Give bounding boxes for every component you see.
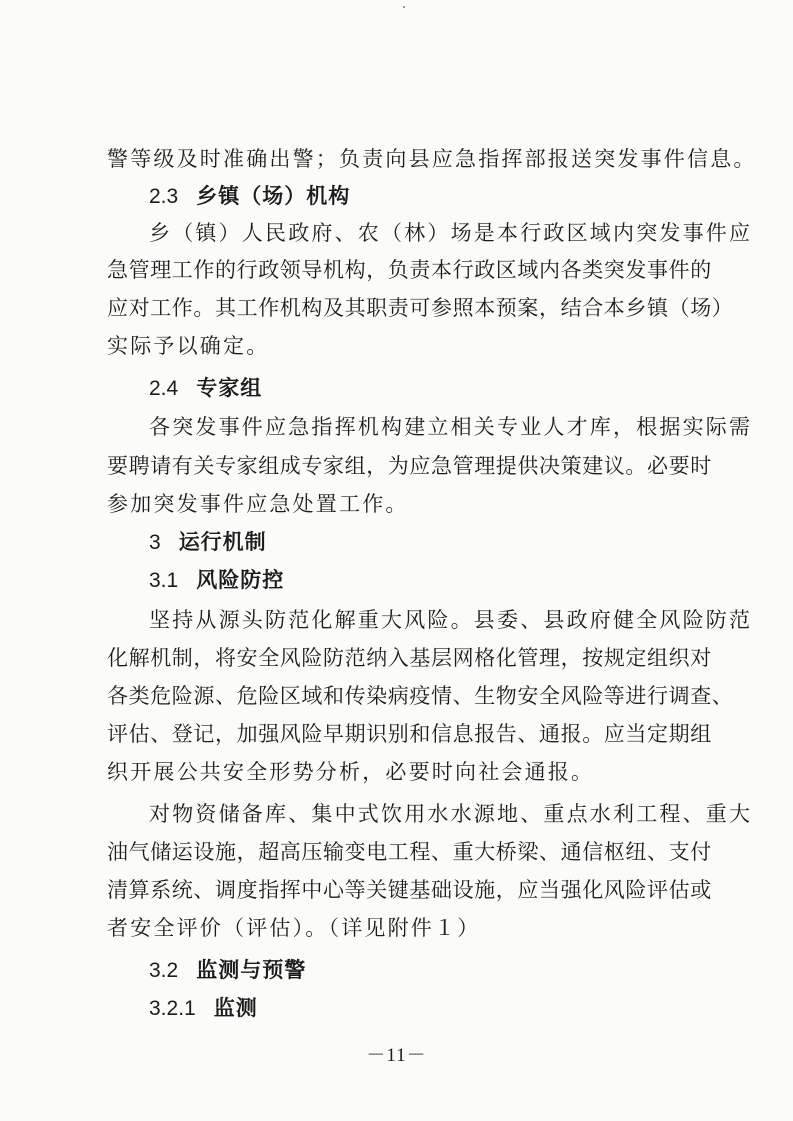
page-number: －11－ — [366, 1045, 427, 1066]
section-number: 3.2.1 — [149, 997, 196, 1020]
section-title: 运行机制 — [178, 530, 267, 554]
section-heading — [149, 374, 697, 403]
paragraph-line: 要聘请有关专家组成专家组，为应急管理提供决策建议。必要时 — [107, 454, 712, 478]
paragraph-line: 对物资储备库、集中式饮用水水源地、重点水利工程、重大 — [149, 802, 753, 826]
paragraph-line: 化解机制，将安全风险防范纳入基层网格化管理，按规定组织对 — [107, 646, 712, 670]
paragraph-line: 清算系统、调度指挥中心等关键基础设施，应当强化风险评估或 — [107, 878, 712, 902]
paragraph-line: 各突发事件应急指挥机构建立相关专业人才库，根据实际需 — [149, 415, 753, 439]
paragraph-line: 评估、登记，加强风险早期识别和信息报告、通报。应当定期组 — [107, 722, 712, 746]
paragraph-line: 各类危险源、危险区域和传染病疫情、生物安全风险等进行调查、 — [107, 684, 734, 708]
section-heading — [149, 994, 697, 1023]
paragraph-line: 实际予以确定。 — [107, 334, 270, 358]
section-title: 监测与预警 — [196, 958, 307, 982]
paragraph-line: 参加突发事件应急处置工作。 — [107, 492, 409, 516]
section-number: 3.1 — [149, 569, 179, 592]
section-title: 乡镇（场）机构 — [196, 184, 351, 208]
section-title: 专家组 — [196, 376, 263, 400]
section-heading — [149, 956, 697, 985]
paragraph-line: 油气储运设施，超高压输变电工程、重大桥梁、通信枢纽、支付 — [107, 840, 712, 864]
paragraph-line: 应对工作。其工作机构及其职责可参照本预案，结合本乡镇（场） — [107, 296, 734, 320]
paragraph-line: 乡（镇）人民政府、农（林）场是本行政区域内突发事件应 — [149, 221, 753, 245]
paragraph-line: 急管理工作的行政领导机构，负责本行政区域内各类突发事件的 — [107, 258, 712, 282]
section-number: 3 — [149, 531, 161, 554]
section-number: 3.2 — [149, 959, 179, 982]
section-heading — [149, 182, 697, 211]
section-heading — [149, 566, 697, 595]
section-number: 2.3 — [149, 185, 179, 208]
scan-mark — [403, 6, 405, 8]
section-title: 风险防控 — [196, 568, 285, 592]
section-title: 监测 — [213, 996, 258, 1020]
paragraph-line: 坚持从源头防范化解重大风险。县委、县政府健全风险防范 — [149, 608, 753, 632]
paragraph-line: 者安全评价（评估）。（详见附件１） — [107, 916, 481, 940]
paragraph-line: 警等级及时准确出警；负责向县应急指挥部报送突发事件信息。 — [107, 147, 757, 171]
section-heading — [149, 528, 697, 557]
section-number: 2.4 — [149, 377, 179, 400]
paragraph-line: 织开展公共安全形势分析，必要时向社会通报。 — [107, 760, 595, 784]
